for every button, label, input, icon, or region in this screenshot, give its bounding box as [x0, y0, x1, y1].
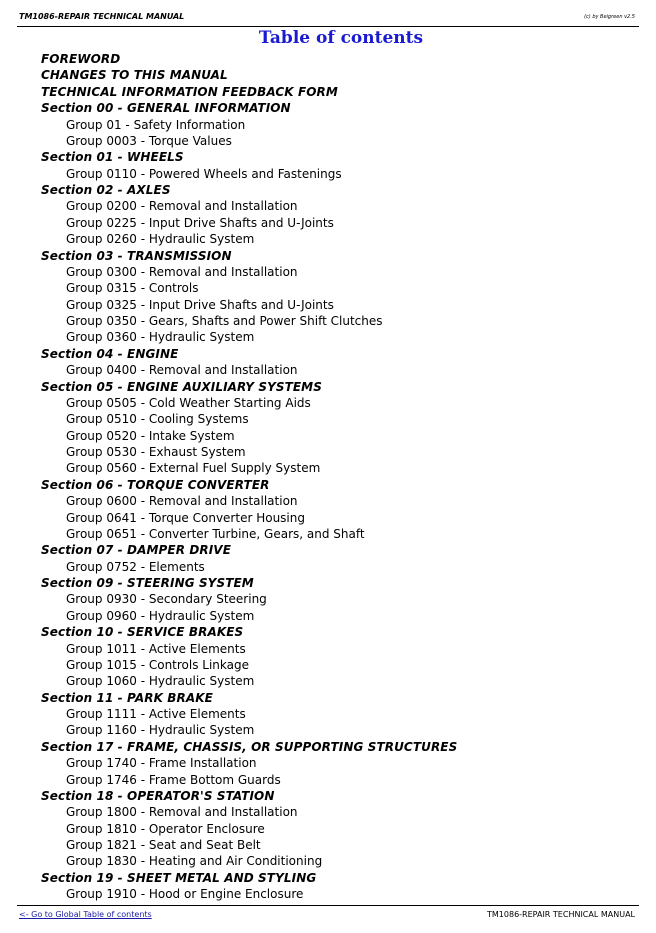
toc-group-item	[41, 231, 457, 247]
manual-title: TM1086-REPAIR TECHNICAL MANUAL	[19, 12, 185, 21]
toc-group-link[interactable]: Group 0350 - Gears, Shafts and Power Shift Clutches	[66, 314, 383, 328]
toc-section-item	[41, 51, 457, 67]
toc-section-item	[41, 149, 457, 165]
toc-group-link[interactable]: Group 1746 - Frame Bottom Guards	[66, 772, 281, 787]
toc-section-link[interactable]: FOREWORD	[41, 52, 121, 66]
toc-group-link[interactable]: Group 0360 - Hydraulic System	[66, 330, 255, 345]
toc-group-link[interactable]: Group 1800 - Removal and Installation	[66, 805, 298, 820]
toc-group-item	[41, 444, 457, 460]
toc-section-item	[41, 624, 457, 640]
toc-section-link[interactable]: Section 19 - SHEET METAL AND STYLING	[41, 870, 317, 885]
toc-section-item	[41, 248, 457, 264]
toc-group-item	[41, 821, 457, 837]
toc-section-link[interactable]: Section 02 - AXLES	[41, 183, 171, 197]
toc-group-item	[41, 133, 457, 149]
toc-section-item	[41, 182, 457, 198]
toc-section-link[interactable]: Section 03 - TRANSMISSION	[41, 248, 232, 263]
toc-group-item	[41, 804, 457, 820]
toc-group-item	[41, 755, 457, 771]
toc-section-item	[41, 788, 457, 804]
toc-section-item	[41, 67, 457, 83]
toc-section-item	[41, 690, 457, 706]
toc-section-link[interactable]: Section 04 - ENGINE	[41, 346, 179, 361]
toc-group-item	[41, 853, 457, 869]
toc-group-link[interactable]: Group 0520 - Intake System	[66, 428, 235, 443]
toc-group-link[interactable]: Group 1821 - Seat and Seat Belt	[66, 838, 261, 852]
toc-group-item	[41, 641, 457, 657]
toc-group-link[interactable]: Group 1830 - Heating and Air Conditioning	[66, 854, 323, 869]
toc-group-link[interactable]: Group 0505 - Cold Weather Starting Aids	[66, 395, 311, 410]
toc-group-item	[41, 198, 457, 214]
toc-section-link[interactable]: Section 07 - DAMPER DRIVE	[41, 543, 231, 558]
toc-group-item	[41, 329, 457, 345]
toc-group-link[interactable]: Group 0960 - Hydraulic System	[66, 608, 255, 623]
toc-group-item	[41, 395, 457, 411]
toc-section-item	[41, 379, 457, 395]
toc-group-link[interactable]: Group 0930 - Secondary Steering	[66, 592, 267, 607]
toc-group-link[interactable]: Group 0110 - Powered Wheels and Fastenings	[66, 166, 342, 181]
page-header	[17, 10, 639, 27]
toc-group-link[interactable]: Group 0600 - Removal and Installation	[66, 494, 298, 509]
toc-group-item	[41, 264, 457, 280]
toc-group-item	[41, 297, 457, 313]
toc-group-link[interactable]: Group 0315 - Controls	[66, 281, 199, 296]
toc-group-link[interactable]: Group 0300 - Removal and Installation	[66, 264, 298, 279]
toc-group-item	[41, 411, 457, 427]
toc-group-link[interactable]: Group 0641 - Torque Converter Housing	[66, 510, 305, 525]
toc-group-link[interactable]: Group 1011 - Active Elements	[66, 641, 246, 656]
toc-section-link[interactable]: Section 06 - TORQUE CONVERTER	[41, 477, 270, 492]
toc-section-item	[41, 542, 457, 558]
toc-group-link[interactable]: Group 0530 - Exhaust System	[66, 445, 246, 459]
toc-section-item	[41, 739, 457, 755]
toc-group-item	[41, 493, 457, 509]
toc-group-item	[41, 886, 457, 902]
toc-section-link[interactable]: Section 01 - WHEELS	[41, 150, 184, 165]
global-toc-link[interactable]: <- Go to Global Table of contents	[19, 910, 152, 919]
toc-group-item	[41, 280, 457, 296]
toc-group-link[interactable]: Group 1810 - Operator Enclosure	[66, 821, 265, 836]
toc-section-link[interactable]: Section 11 - PARK BRAKE	[41, 690, 213, 705]
toc-group-item	[41, 460, 457, 476]
toc-section-link[interactable]: Section 10 - SERVICE BRAKES	[41, 625, 244, 640]
toc-group-item	[41, 706, 457, 722]
toc-group-link[interactable]: Group 0225 - Input Drive Shafts and U-Joints	[66, 215, 334, 230]
toc-group-item	[41, 313, 457, 329]
toc-group-link[interactable]: Group 0400 - Removal and Installation	[66, 363, 298, 378]
toc-group-item	[41, 510, 457, 526]
toc-group-item	[41, 526, 457, 542]
toc-group-item	[41, 215, 457, 231]
toc-section-item	[41, 477, 457, 493]
toc-section-link[interactable]: TECHNICAL INFORMATION FEEDBACK FORM	[41, 84, 338, 99]
toc-group-item	[41, 722, 457, 738]
toc-section-link[interactable]: Section 18 - OPERATOR'S STATION	[41, 788, 275, 803]
page-title: Table of contents	[258, 28, 424, 48]
toc-group-link[interactable]: Group 1060 - Hydraulic System	[66, 674, 255, 689]
toc-group-item	[41, 837, 457, 853]
credit-text: (c) by Beigreen v2.5	[584, 14, 635, 20]
toc-group-item	[41, 608, 457, 624]
toc-section-link[interactable]: CHANGES TO THIS MANUAL	[41, 68, 228, 83]
toc-group-link[interactable]: Group 1111 - Active Elements	[66, 707, 246, 721]
toc-section-item	[41, 575, 457, 591]
toc-group-link[interactable]: Group 1910 - Hood or Engine Enclosure	[66, 887, 304, 902]
toc-group-item	[41, 591, 457, 607]
page-footer	[17, 905, 639, 924]
toc-group-item	[41, 673, 457, 689]
toc-group-link[interactable]: Group 0260 - Hydraulic System	[66, 232, 255, 247]
toc-section-item	[41, 870, 457, 886]
toc-group-link[interactable]: Group 0200 - Removal and Installation	[66, 199, 298, 214]
toc-section-link[interactable]: Section 09 - STEERING SYSTEM	[41, 576, 254, 590]
toc-group-link[interactable]: Group 0651 - Converter Turbine, Gears, and Shaft	[66, 526, 365, 541]
footer-manual-name: TM1086-REPAIR TECHNICAL MANUAL	[487, 910, 635, 919]
toc-group-link[interactable]: Group 0510 - Cooling Systems	[66, 412, 249, 427]
toc-group-item	[41, 772, 457, 788]
toc-group-link[interactable]: Group 1015 - Controls Linkage	[66, 657, 250, 672]
toc-group-link[interactable]: Group 1160 - Hydraulic System	[66, 723, 255, 738]
toc-group-item	[41, 362, 457, 378]
toc-section-item	[41, 84, 457, 100]
toc-group-link[interactable]: Group 0003 - Torque Values	[66, 133, 232, 148]
toc-group-item	[41, 117, 457, 133]
toc-group-link[interactable]: Group 01 - Safety Information	[66, 117, 246, 132]
toc-section-link[interactable]: Section 05 - ENGINE AUXILIARY SYSTEMS	[41, 379, 322, 394]
toc-group-item	[41, 166, 457, 182]
toc-list	[41, 51, 457, 903]
toc-section-item	[41, 100, 457, 116]
toc-section-item	[41, 346, 457, 362]
toc-group-link[interactable]: Group 0325 - Input Drive Shafts and U-Joints	[66, 297, 334, 312]
toc-section-link[interactable]: Section 00 - GENERAL INFORMATION	[41, 101, 291, 116]
toc-group-link[interactable]: Group 0752 - Elements	[66, 559, 205, 574]
toc-group-link[interactable]: Group 1740 - Frame Installation	[66, 756, 257, 771]
toc-section-link[interactable]: Section 17 - FRAME, CHASSIS, OR SUPPORTING STRUCTURES	[41, 739, 458, 754]
toc-group-item	[41, 428, 457, 444]
toc-group-item	[41, 657, 457, 673]
toc-group-link[interactable]: Group 0560 - External Fuel Supply System	[66, 461, 321, 476]
toc-group-item	[41, 559, 457, 575]
